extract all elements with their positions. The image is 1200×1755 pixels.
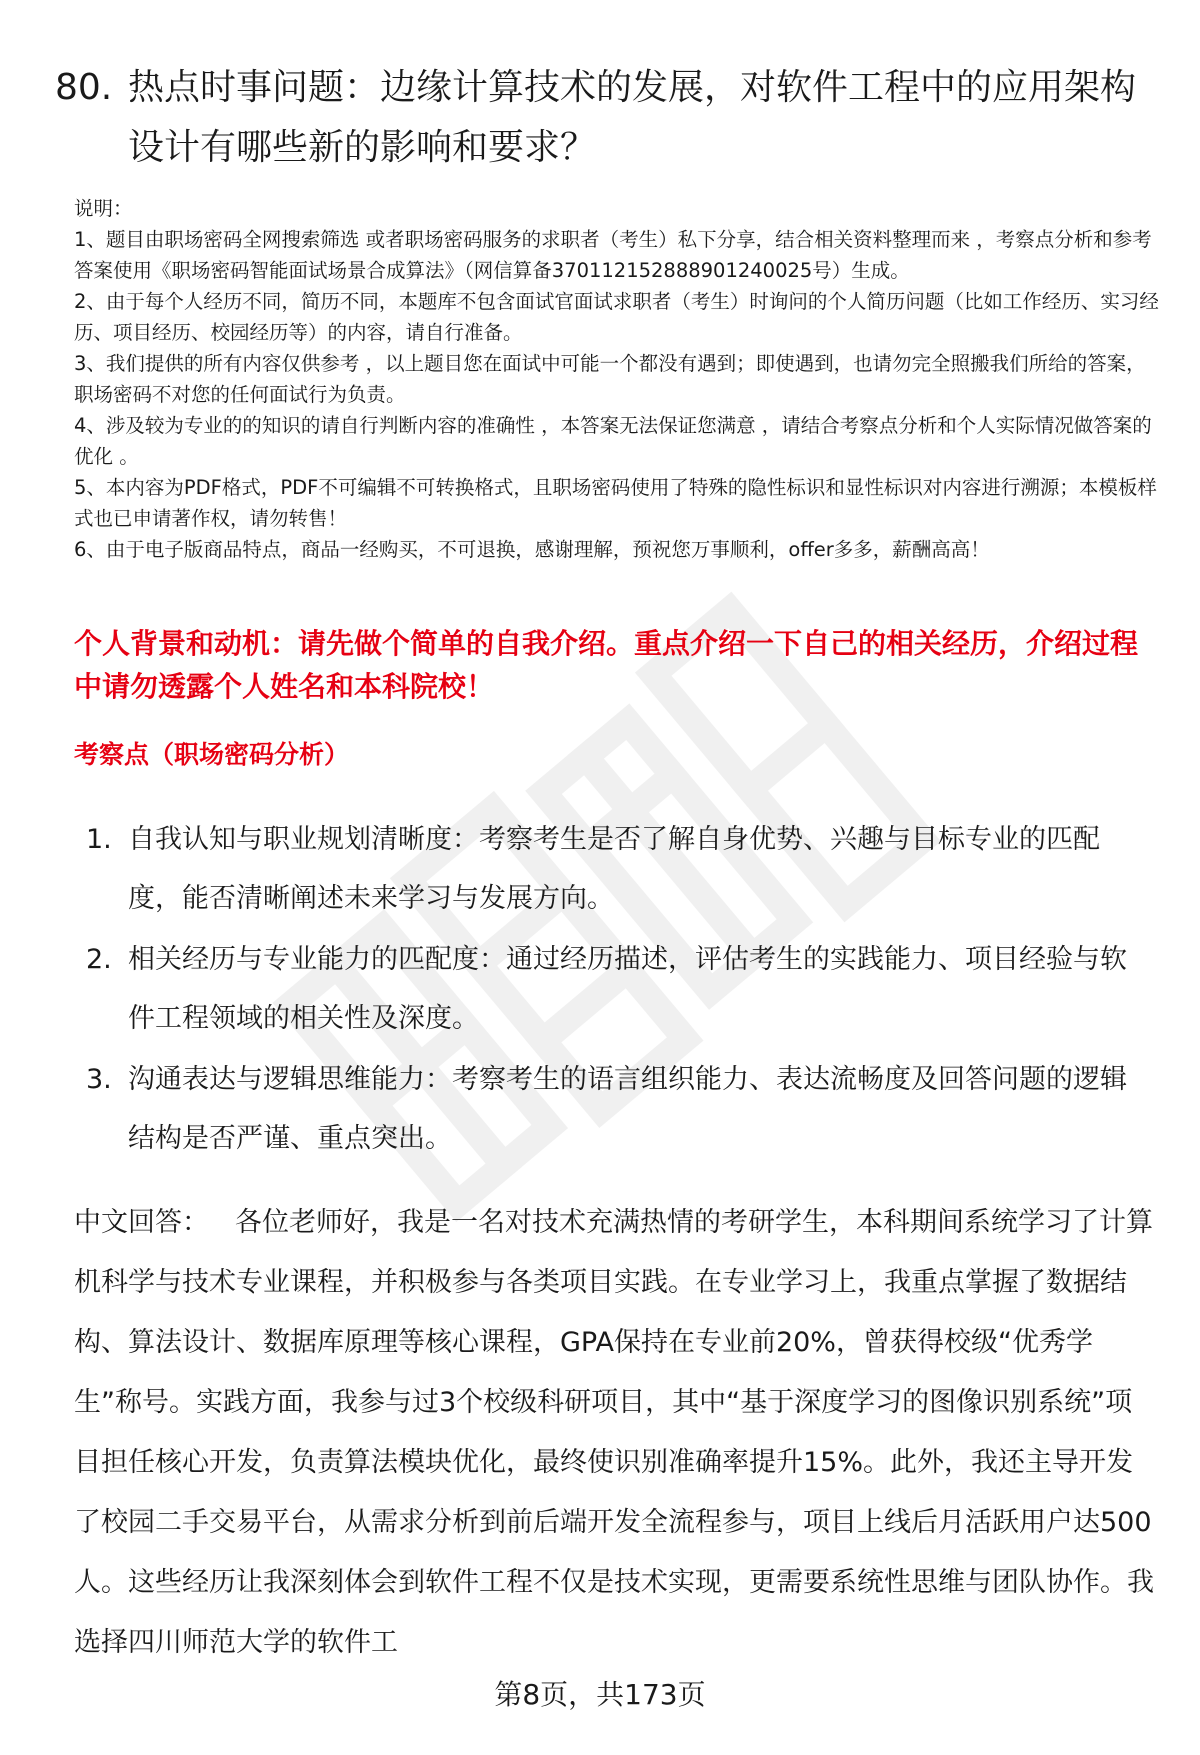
notes-item: 5、本内容为PDF格式，PDF不可编辑不可转换格式，且职场密码使用了特殊的隐性标识和显性标识对内容进行溯源；本模板样式也已申请著作权，请勿转售！ [74, 476, 1157, 530]
answer-paragraph [74, 1193, 1154, 1673]
notes-item: 4、涉及较为专业的的知识的请自行判断内容的准确性 ，本答案无法保证您满意 ，请结合考察点分析和个人实际情况做答案的优化 。 [74, 414, 1152, 468]
list-item-number: 3. [86, 1064, 112, 1095]
question-title-line2: 设计有哪些新的影响和要求？ [128, 127, 597, 168]
analysis-heading: 考察点（职场密码分析） [74, 740, 350, 769]
answer-label: 中文回答： [74, 1207, 209, 1238]
list-item [86, 930, 1146, 1048]
analysis-points [86, 810, 1146, 1170]
notes-item: 6、由于电子版商品特点，商品一经购买，不可退换，感谢理解，预祝您万事顺利，offer多多，薪酬高高！ [74, 538, 990, 561]
list-item [86, 810, 1146, 928]
question-number: 80. [55, 67, 113, 108]
notes-item: 2、由于每个人经历不同，简历不同，本题库不包含面试官面试求职者（考生）时询问的个人简历问题（比如工作经历、实习经历、项目经历、校园经历等）的内容，请自行准备。 [74, 290, 1159, 344]
list-item-text: 自我认知与职业规划清晰度：考察考生是否了解自身优势、兴趣与目标专业的匹配度，能否清晰阐述未来学习与发展方向。 [128, 824, 1100, 914]
notes-item: 1、题目由职场密码全网搜索筛选 或者职场密码服务的求职者（考生）私下分享，结合相关资料整理而来 ，考察点分析和参考答案使用《职场密码智能面试场景合成算法》（网信算备370112152888901240025号）生成。 [74, 228, 1152, 282]
page-footer: 第8页，共173页 [494, 1678, 706, 1711]
list-item-text: 相关经历与专业能力的匹配度：通过经历描述，评估考生的实践能力、项目经验与软件工程领域的相关性及深度。 [128, 944, 1127, 1034]
notes-heading: 说明： [74, 197, 133, 220]
list-item-number: 2. [86, 944, 112, 975]
list-item-text: 沟通表达与逻辑思维能力：考察考生的语言组织能力、表达流畅度及回答问题的逻辑结构是否严谨、重点突出。 [128, 1064, 1127, 1154]
list-item-number: 1. [86, 824, 112, 855]
answer-text: 各位老师好，我是一名对技术充满热情的考研学生，本科期间系统学习了计算机科学与技术专业课程，并积极参与各类项目实践。在专业学习上，我重点掌握了数据结构、算法设计、数据库原理等核心课程，GPA保持在专业前20%，曾获得校级“优秀学生”称号。实践方面，我参与过3个校级科研项目，其中“基于深度学习的图像识别系统”项目担任核心开发，负责算法模块优化，最终使识别准确率提升15%。此外，我还主导开发了校园二手交易平台，从需求分析到前后端开发全流程参与，项目上线后月活跃用户达500人。这些经历让我深刻体会到软件工程不仅是技术实现，更需要系统性思维与团队协作。我选择四川师范大学的软件工 [74, 1207, 1154, 1658]
question-title-line1: 热点时事问题：边缘计算技术的发展，对软件工程中的应用架构 [128, 67, 1137, 108]
background-heading: 个人背景和动机：请先做个简单的自我介绍。重点介绍一下自己的相关经历，介绍过程中请勿透露个人姓名和本科院校！ [74, 627, 1139, 703]
notes-item: 3、我们提供的所有内容仅供参考 ，以上题目您在面试中可能一个都没有遇到；即使遇到，也请勿完全照搬我们所给的答案，职场密码不对您的任何面试行为负责。 [74, 352, 1146, 406]
notes-section [74, 193, 1164, 565]
list-item [86, 1050, 1146, 1168]
question-title [55, 58, 1155, 178]
